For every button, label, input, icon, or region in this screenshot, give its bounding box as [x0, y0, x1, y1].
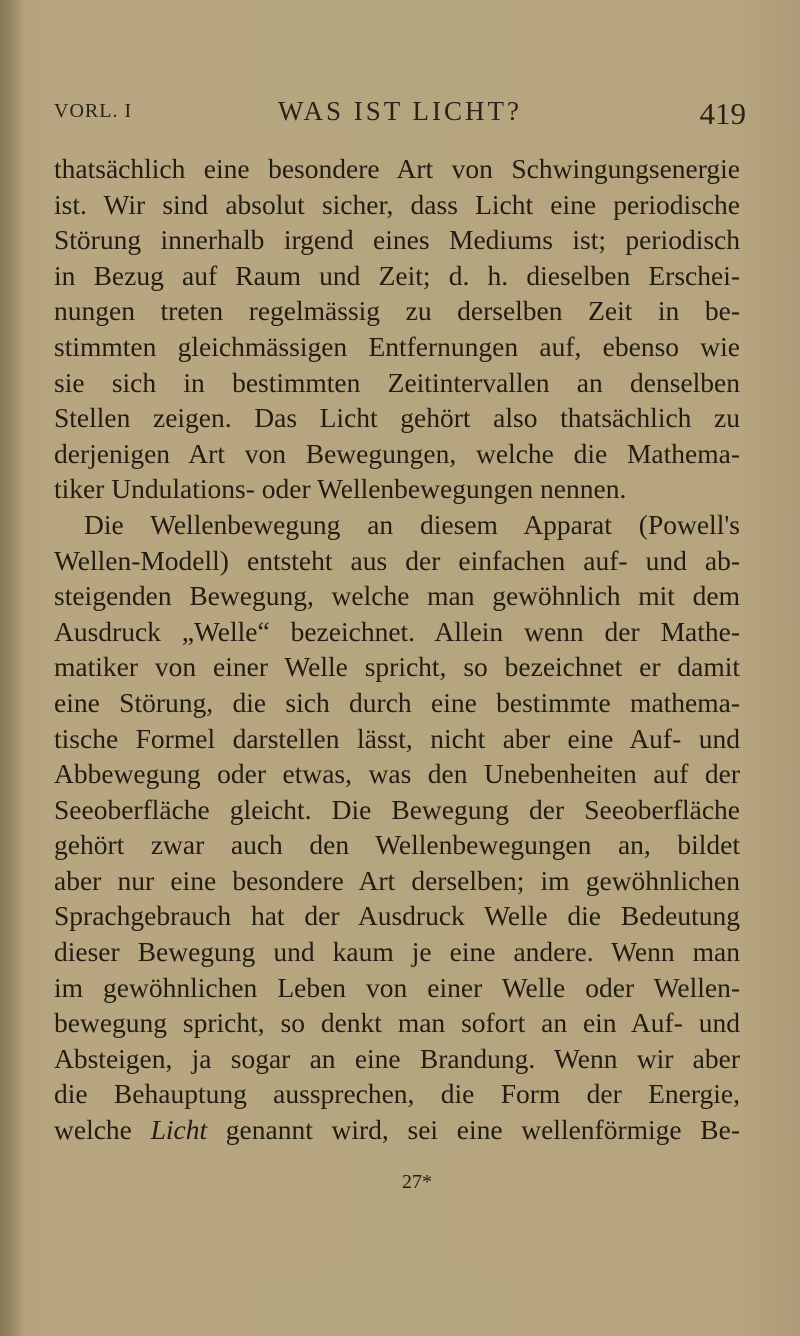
text-line: die Behauptung aussprechen, die Form der Energie,	[54, 1078, 740, 1110]
text-line-with-emphasis	[54, 1112, 740, 1148]
text-line: gehört zwar auch den Wellenbewegungen an, bildet	[54, 829, 740, 861]
text-line: in Bezug auf Raum und Zeit; d. h. dieselben Erschei-	[54, 259, 740, 291]
text-line: sie sich in bestimmten Zeitintervallen an denselben	[54, 366, 740, 398]
running-head-title: WAS IST LICHT?	[278, 96, 522, 126]
running-head-lecture: VORL. I	[54, 100, 133, 122]
text-line: tische Formel darstellen lässt, nicht aber eine Auf- und	[54, 722, 740, 754]
text-line: im gewöhnlichen Leben von einer Welle oder Wellen-	[54, 971, 740, 1003]
text-line: stimmten gleichmässigen Entfernungen auf, ebenso wie	[54, 330, 740, 362]
text-line: matiker von einer Welle spricht, so bezeichnet er damit	[54, 651, 740, 683]
text-line: Sprachgebrauch hat der Ausdruck Welle die Bedeutung	[54, 900, 740, 932]
text-line: eine Störung, die sich durch eine bestimmte mathema-	[54, 686, 740, 718]
text-line: ist. Wir sind absolut sicher, dass Licht eine periodische	[54, 188, 740, 220]
text-line-paragraph-end: tiker Undulations- oder Wellenbewegungen nennen.	[54, 473, 627, 505]
text-line-paragraph-start: Die Wellenbewegung an diesem Apparat (Powell's	[84, 508, 740, 540]
body-text	[54, 151, 740, 1148]
text-line: Abbewegung oder etwas, was den Unebenheiten auf der	[54, 758, 740, 790]
text-line: Störung innerhalb irgend eines Mediums ist; periodisch	[54, 224, 740, 256]
gutter-shadow	[0, 0, 26, 1336]
text-line: steigenden Bewegung, welche man gewöhnlich mit dem	[54, 580, 740, 612]
text-line: Wellen-Modell) entsteht aus der einfachen auf- und ab-	[54, 544, 740, 576]
text-line: nungen treten regelmässig zu derselben Zeit in be-	[54, 295, 740, 327]
text-line: aber nur eine besondere Art derselben; im gewöhnlichen	[54, 864, 740, 896]
text-line: bewegung spricht, so denkt man sofort an ein Auf- und	[54, 1007, 740, 1039]
emphasized-word: Licht	[150, 1114, 208, 1146]
signature-mark: 27*	[402, 1171, 432, 1193]
text-line: Seeoberfläche gleicht. Die Bewegung der Seeoberfläche	[54, 793, 740, 825]
text-segment: welche	[54, 1114, 151, 1146]
text-line: Stellen zeigen. Das Licht gehört also thatsächlich zu	[54, 402, 740, 434]
page-header	[54, 96, 746, 136]
text-line: dieser Bewegung und kaum je eine andere. Wenn man	[54, 936, 740, 968]
text-line: Ausdruck „Welle“ bezeichnet. Allein wenn der Mathe-	[54, 615, 740, 647]
text-line: Absteigen, ja sogar an eine Brandung. Wenn wir aber	[54, 1042, 740, 1074]
text-segment: genannt wird, sei eine wellenförmige Be-	[207, 1114, 740, 1146]
text-line: derjenigen Art von Bewegungen, welche die Mathema-	[54, 437, 740, 469]
page-number: 419	[699, 96, 746, 131]
text-line: thatsächlich eine besondere Art von Schwingungsenergie	[54, 153, 740, 184]
